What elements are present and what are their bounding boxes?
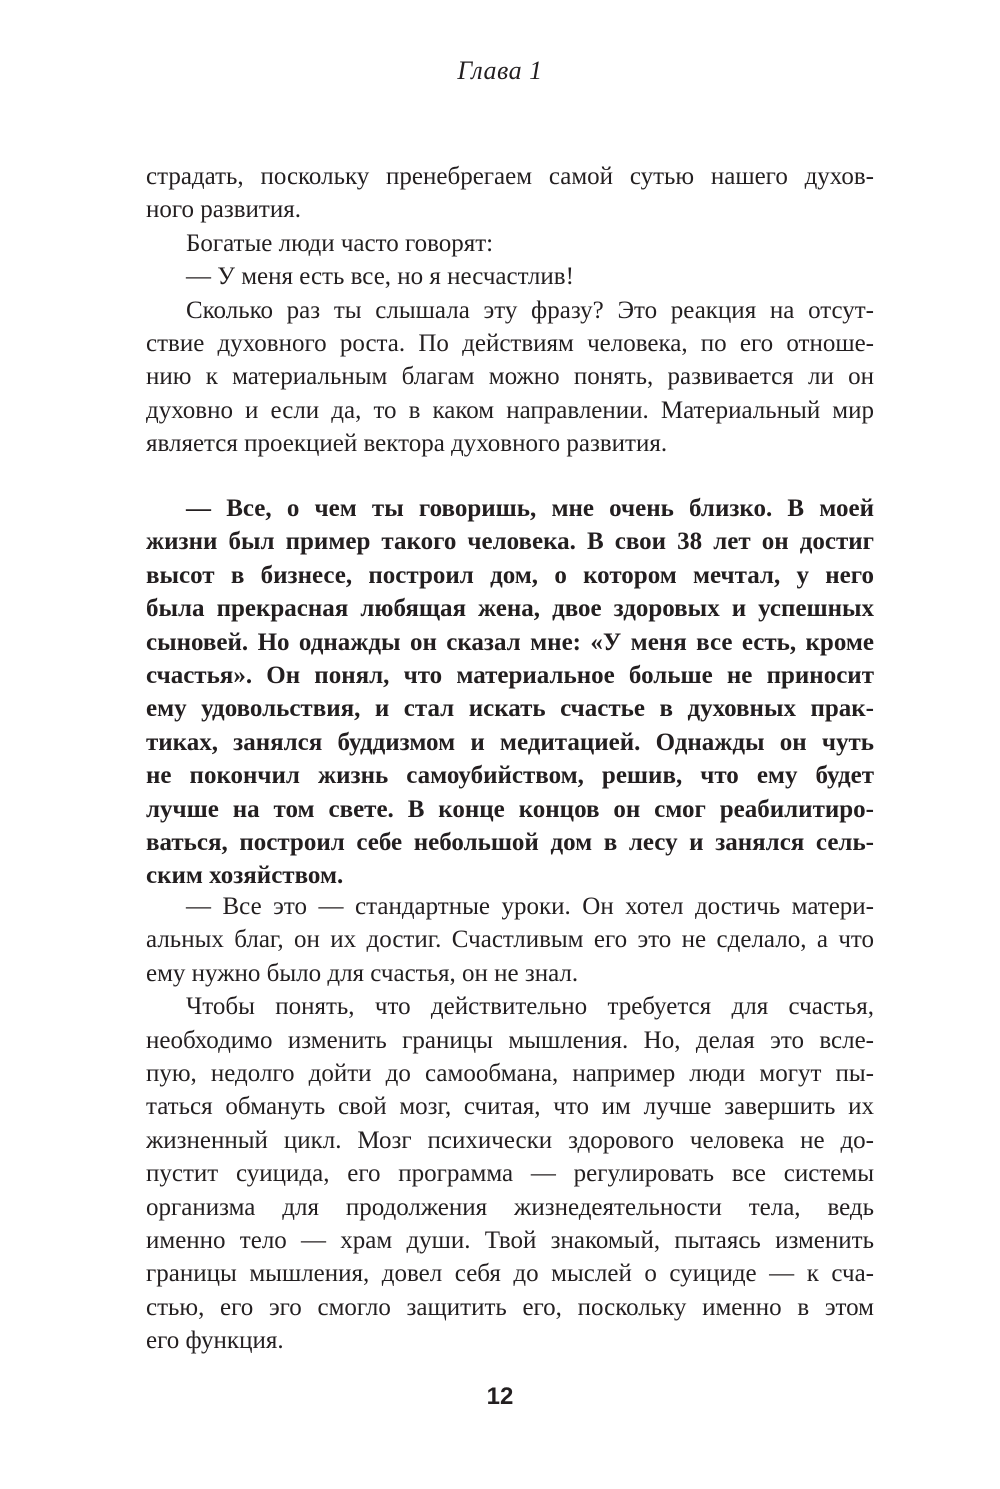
text-line: духовно и если да, то в каком направлении. Материальный мир	[146, 396, 874, 424]
text-block-bold-dialogue	[146, 492, 874, 893]
text-line: счастья». Он понял, что материальное больше не приносит	[146, 661, 874, 689]
text-line: необходимо изменить границы мышления. Но, делая это вслe-	[146, 1026, 874, 1054]
text-line: жизненный цикл. Мозг психически здорового человека не до-	[146, 1126, 874, 1154]
running-head: Глава 1	[457, 56, 543, 85]
text-line: ваться, построил себе небольшой дом в лесу и занялся сель-	[146, 828, 874, 856]
page-number: 12	[486, 1383, 514, 1410]
text-line: альных благ, он их достиг. Счастливым его это не сделало, а что	[146, 926, 874, 954]
text-line: высот в бизнесе, построил дом, о котором мечтал, у него	[146, 561, 874, 589]
text-line: — У меня есть все, но я несчастлив!	[186, 263, 574, 291]
text-block-intro	[146, 160, 874, 461]
text-line: стью, его эго смогло защитить его, поскольку именно в этом	[146, 1293, 874, 1321]
text-line: ским хозяйством.	[146, 862, 344, 890]
text-line: его функция.	[146, 1327, 284, 1355]
text-line: — Все, о чем ты говоришь, мне очень близко. В моей	[186, 495, 874, 522]
text-line: организма для продолжения жизнедеятельности тела, ведь	[146, 1193, 874, 1221]
text-line: сыновей. Но однажды он сказал мне: «У меня все есть, кроме	[146, 628, 874, 656]
text-line: — Все это — стандартные уроки. Он хотел достичь матери-	[186, 893, 874, 920]
text-block-answer	[146, 890, 874, 1357]
text-line: Богатые люди часто говорят:	[186, 229, 494, 257]
text-line: ного развития.	[146, 196, 301, 224]
text-line: не покончил жизнь самоубийством, решив, что ему будет	[146, 762, 874, 790]
text-line: границы мышления, довел себя до мыслей о суициде — к сча-	[146, 1260, 874, 1288]
text-line: именно тело — храм души. Твой знакомый, пытаясь изменить	[146, 1226, 874, 1254]
text-line: ему нужно было для счастья, он не знал.	[146, 959, 579, 987]
text-line: страдать, поскольку пренебрегаем самой сутью нашего духов-	[146, 163, 874, 190]
text-line: пую, недолго дойти до самообмана, например люди могут пы-	[146, 1059, 874, 1087]
text-line: таться обмануть свой мозг, считая, что им лучше завершить их	[146, 1093, 874, 1121]
text-line: была прекрасная любящая жена, двое здоровых и успешных	[146, 595, 874, 623]
text-line: нию к материальным благам можно понять, развивается ли он	[146, 363, 874, 391]
text-line: ствие духовного роста. По действиям человека, по его отноше-	[146, 329, 874, 357]
text-line: лучше на том свете. В конце концов он смог реабилитиро-	[146, 795, 874, 823]
text-line: Сколько раз ты слышала эту фразу? Это реакция на отсут-	[186, 296, 874, 324]
text-line: пустит суицида, его программа — регулировать все системы	[146, 1160, 874, 1188]
text-line: является проекцией вектора духовного развития.	[146, 430, 668, 458]
text-line: ему удовольствия, и стал искать счастье в духовных прак-	[146, 695, 874, 723]
text-line: Чтобы понять, что действительно требуется для счастья,	[186, 993, 874, 1021]
text-line: тиках, занялся буддизмом и медитацией. Однажды он чуть	[146, 728, 874, 756]
text-line: жизни был пример такого человека. В свои 38 лет он достиг	[146, 528, 874, 556]
